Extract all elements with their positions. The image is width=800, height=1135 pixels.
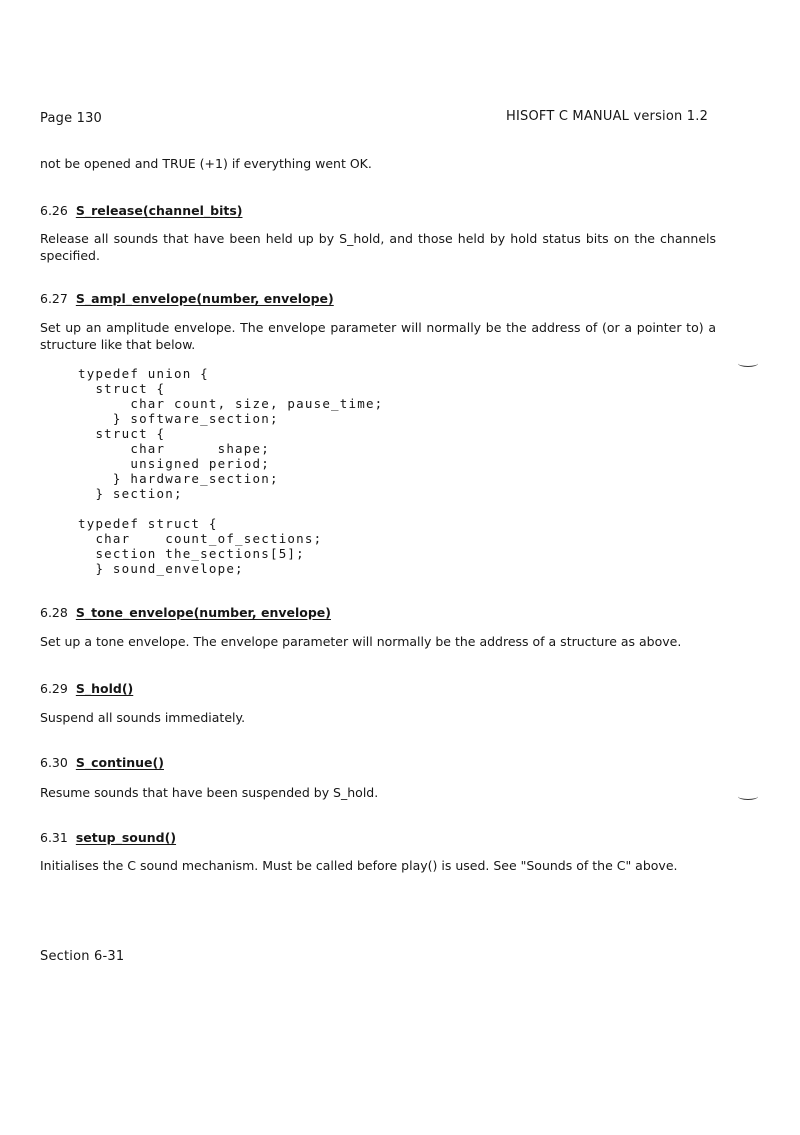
section-number: 6.27 (40, 291, 68, 306)
section-heading-6-27 (40, 291, 334, 306)
page-number: Page 130 (40, 111, 103, 126)
section-number: 6.31 (40, 830, 68, 845)
section-number: 6.26 (40, 203, 68, 218)
margin-mark (738, 360, 758, 367)
function-signature: S_hold() (75, 681, 134, 696)
intro-text: not be opened and TRUE (+1) if everything went OK. (40, 156, 372, 171)
section-heading-6-28 (40, 605, 331, 620)
code-listing: typedef union { struct { char count, size, pause_time; } software_section; struct { char shape; unsigned period; } hardware_section; } section; typedef struct { char count_of_sections; section the_sections[5]; } sound_envelope; (78, 366, 384, 576)
section-heading-6-26 (40, 203, 242, 218)
manual-title: HISOFT C MANUAL version 1.2 (506, 109, 709, 124)
section-heading-6-31 (40, 830, 176, 845)
section-heading-6-29 (40, 681, 133, 696)
section-body-6-31: Initialises the C sound mechanism. Must be called before play() is used. See "Sounds of the C" above. (40, 858, 678, 873)
section-number: 6.29 (40, 681, 68, 696)
function-signature: S_release(channel_bits) (75, 203, 243, 218)
section-body-6-26: Release all sounds that have been held up by S_hold, and those held by hold status bits on the channels specified. (40, 231, 716, 263)
section-body-6-29: Suspend all sounds immediately. (40, 710, 246, 725)
footer-section-label: Section 6-31 (40, 949, 125, 964)
function-signature: S_continue() (75, 755, 164, 770)
section-body-6-27: Set up an amplitude envelope. The envelope parameter will normally be the address of (or a pointer to) a structure like that below. (40, 320, 716, 352)
function-signature: S_tone_envelope(number, envelope) (75, 605, 331, 620)
function-signature: setup_sound() (75, 830, 177, 845)
function-signature: S_ampl_envelope(number, envelope) (75, 291, 334, 306)
section-number: 6.30 (40, 755, 68, 770)
section-number: 6.28 (40, 605, 68, 620)
section-body-6-30: Resume sounds that have been suspended by S_hold. (40, 785, 379, 800)
margin-mark (738, 793, 758, 800)
section-heading-6-30 (40, 755, 164, 770)
section-body-6-28: Set up a tone envelope. The envelope parameter will normally be the address of a structure as above. (40, 634, 682, 649)
